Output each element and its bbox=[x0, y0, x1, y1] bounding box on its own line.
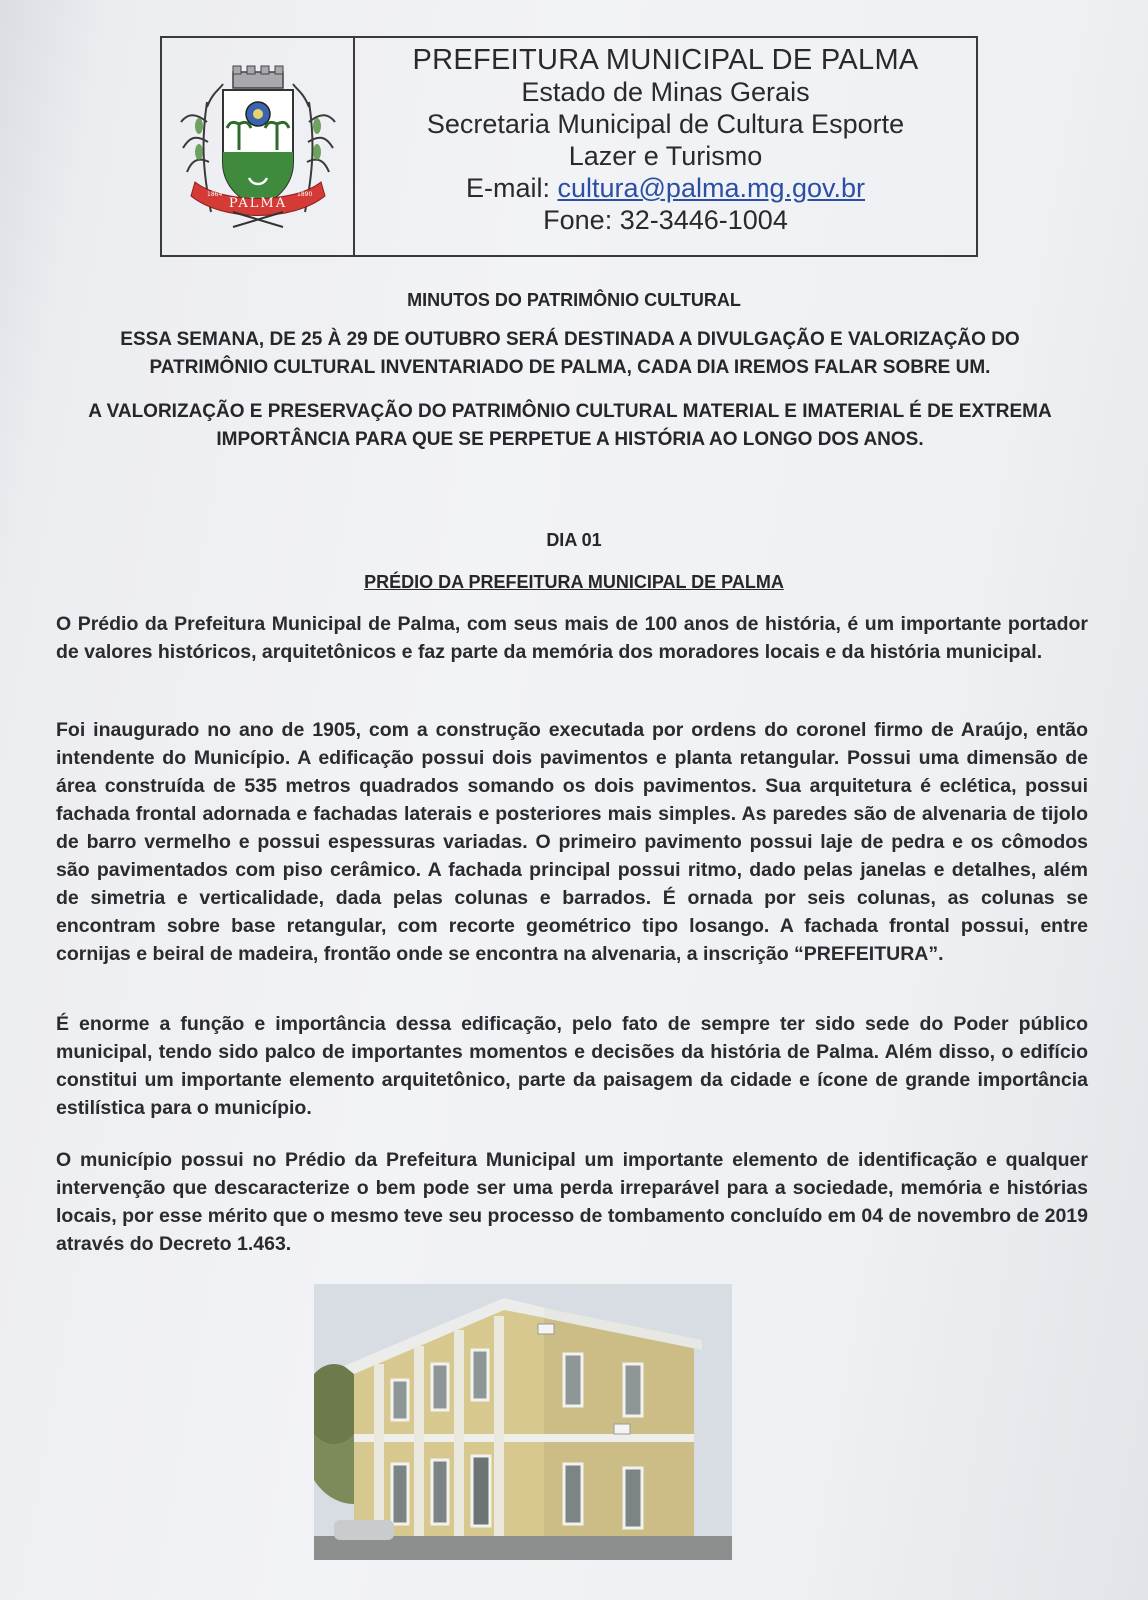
state-line: Estado de Minas Gerais bbox=[521, 77, 810, 107]
paragraph-2: Foi inaugurado no ano de 1905, com a construção executada por ordens do coronel firmo de Araújo, então intendente do Município. A edificação possui dois pavimentos e planta retangular. Possui uma dimensão de área construída de 535 metros quadrados somando os dois pavimentos. Sua arquitetura é eclética, possui fachada frontal adornada e fachadas laterais e posteriores mais simples. As paredes são de alvenaria de tijolo de barro vermelho e possui espessuras variadas. O primeiro pavimento possui laje de pedra e os cômodos são pavimentados com piso cerâmico. A fachada principal possui ritmo, dado pelas janelas e detalhes, além de simetria e verticalidade, dada pelas colunas e barrados. É ornada por seis colunas, as colunas se encontram sobre base retangular, com recorte geométrico tipo losango. A fachada frontal possui, entre cornijas e beiral de madeira, frontão onde se encontra na alvenaria, a inscrição “PREFEITURA”. bbox=[56, 719, 1088, 965]
coat-of-arms-icon bbox=[173, 62, 343, 232]
paragraph-3: É enorme a função e importância dessa edificação, pelo fato de sempre ter sido sede do Poder público municipal, tendo sido palco de importantes momentos e decisões da história de Palma. Além disso, o edifício constitui um importante elemento arquitetônico, parte da paisagem da cidade e ícone de grande importância estilística para o município. bbox=[56, 1013, 1088, 1119]
phone-line: Fone: 32-3446-1004 bbox=[543, 205, 788, 235]
email-link[interactable]: cultura@palma.mg.gov.br bbox=[557, 173, 866, 203]
building-photo bbox=[314, 1284, 732, 1560]
municipality-title: PREFEITURA MUNICIPAL DE PALMA bbox=[412, 44, 919, 76]
email-label: E-mail: bbox=[465, 173, 558, 203]
ribbon-text: PALMA bbox=[228, 195, 287, 211]
building-icon bbox=[314, 1284, 732, 1560]
secretariat-line-2: Lazer e Turismo bbox=[568, 141, 763, 171]
ribbon-year-right: 1890 bbox=[296, 190, 312, 198]
intro-paragraph-1: ESSA SEMANA, DE 25 À 29 DE OUTUBRO SERÁ DESTINADA A DIVULGAÇÃO E VALORIZAÇÃO DO PATRIMÔNIO CULTURAL INVENTARIADO DE PALMA, CADA DIA IREMOS FALAR SOBRE UM. bbox=[120, 329, 1020, 378]
email-line bbox=[355, 172, 976, 204]
paragraph-1: O Prédio da Prefeitura Municipal de Palma, com seus mais de 100 anos de história, é um importante portador de valores históricos, arquitetônicos e faz parte da memória dos moradores locais e da história municipal. bbox=[56, 613, 1088, 663]
building-title: PRÉDIO DA PREFEITURA MUNICIPAL DE PALMA bbox=[364, 572, 784, 592]
secretariat-line: Secretaria Municipal de Cultura Esporte bbox=[426, 109, 905, 139]
crest-cell bbox=[162, 38, 355, 255]
day-label: DIA 01 bbox=[546, 530, 602, 550]
section-title: MINUTOS DO PATRIMÔNIO CULTURAL bbox=[407, 290, 741, 310]
ribbon-year-left: 1864 bbox=[206, 190, 222, 198]
intro-paragraph-2: A VALORIZAÇÃO E PRESERVAÇÃO DO PATRIMÔNIO CULTURAL MATERIAL E IMATERIAL É DE EXTREMA IMPORTÂNCIA PARA QUE SE PERPETUE A HISTÓRIA AO LONGO DOS ANOS. bbox=[88, 401, 1052, 450]
letterhead bbox=[160, 36, 978, 257]
building-title-wrap bbox=[0, 572, 1148, 593]
letterhead-text bbox=[355, 38, 976, 255]
paragraph-4: O município possui no Prédio da Prefeitura Municipal um importante elemento de identificação e qualquer intervenção que descaracterize o bem pode ser uma perda irreparável para a sociedade, memória e histórias locais, por esse mérito que o mesmo teve seu processo de tombamento concluído em 04 de novembro de 2019 através do Decreto 1.463. bbox=[56, 1149, 1088, 1255]
